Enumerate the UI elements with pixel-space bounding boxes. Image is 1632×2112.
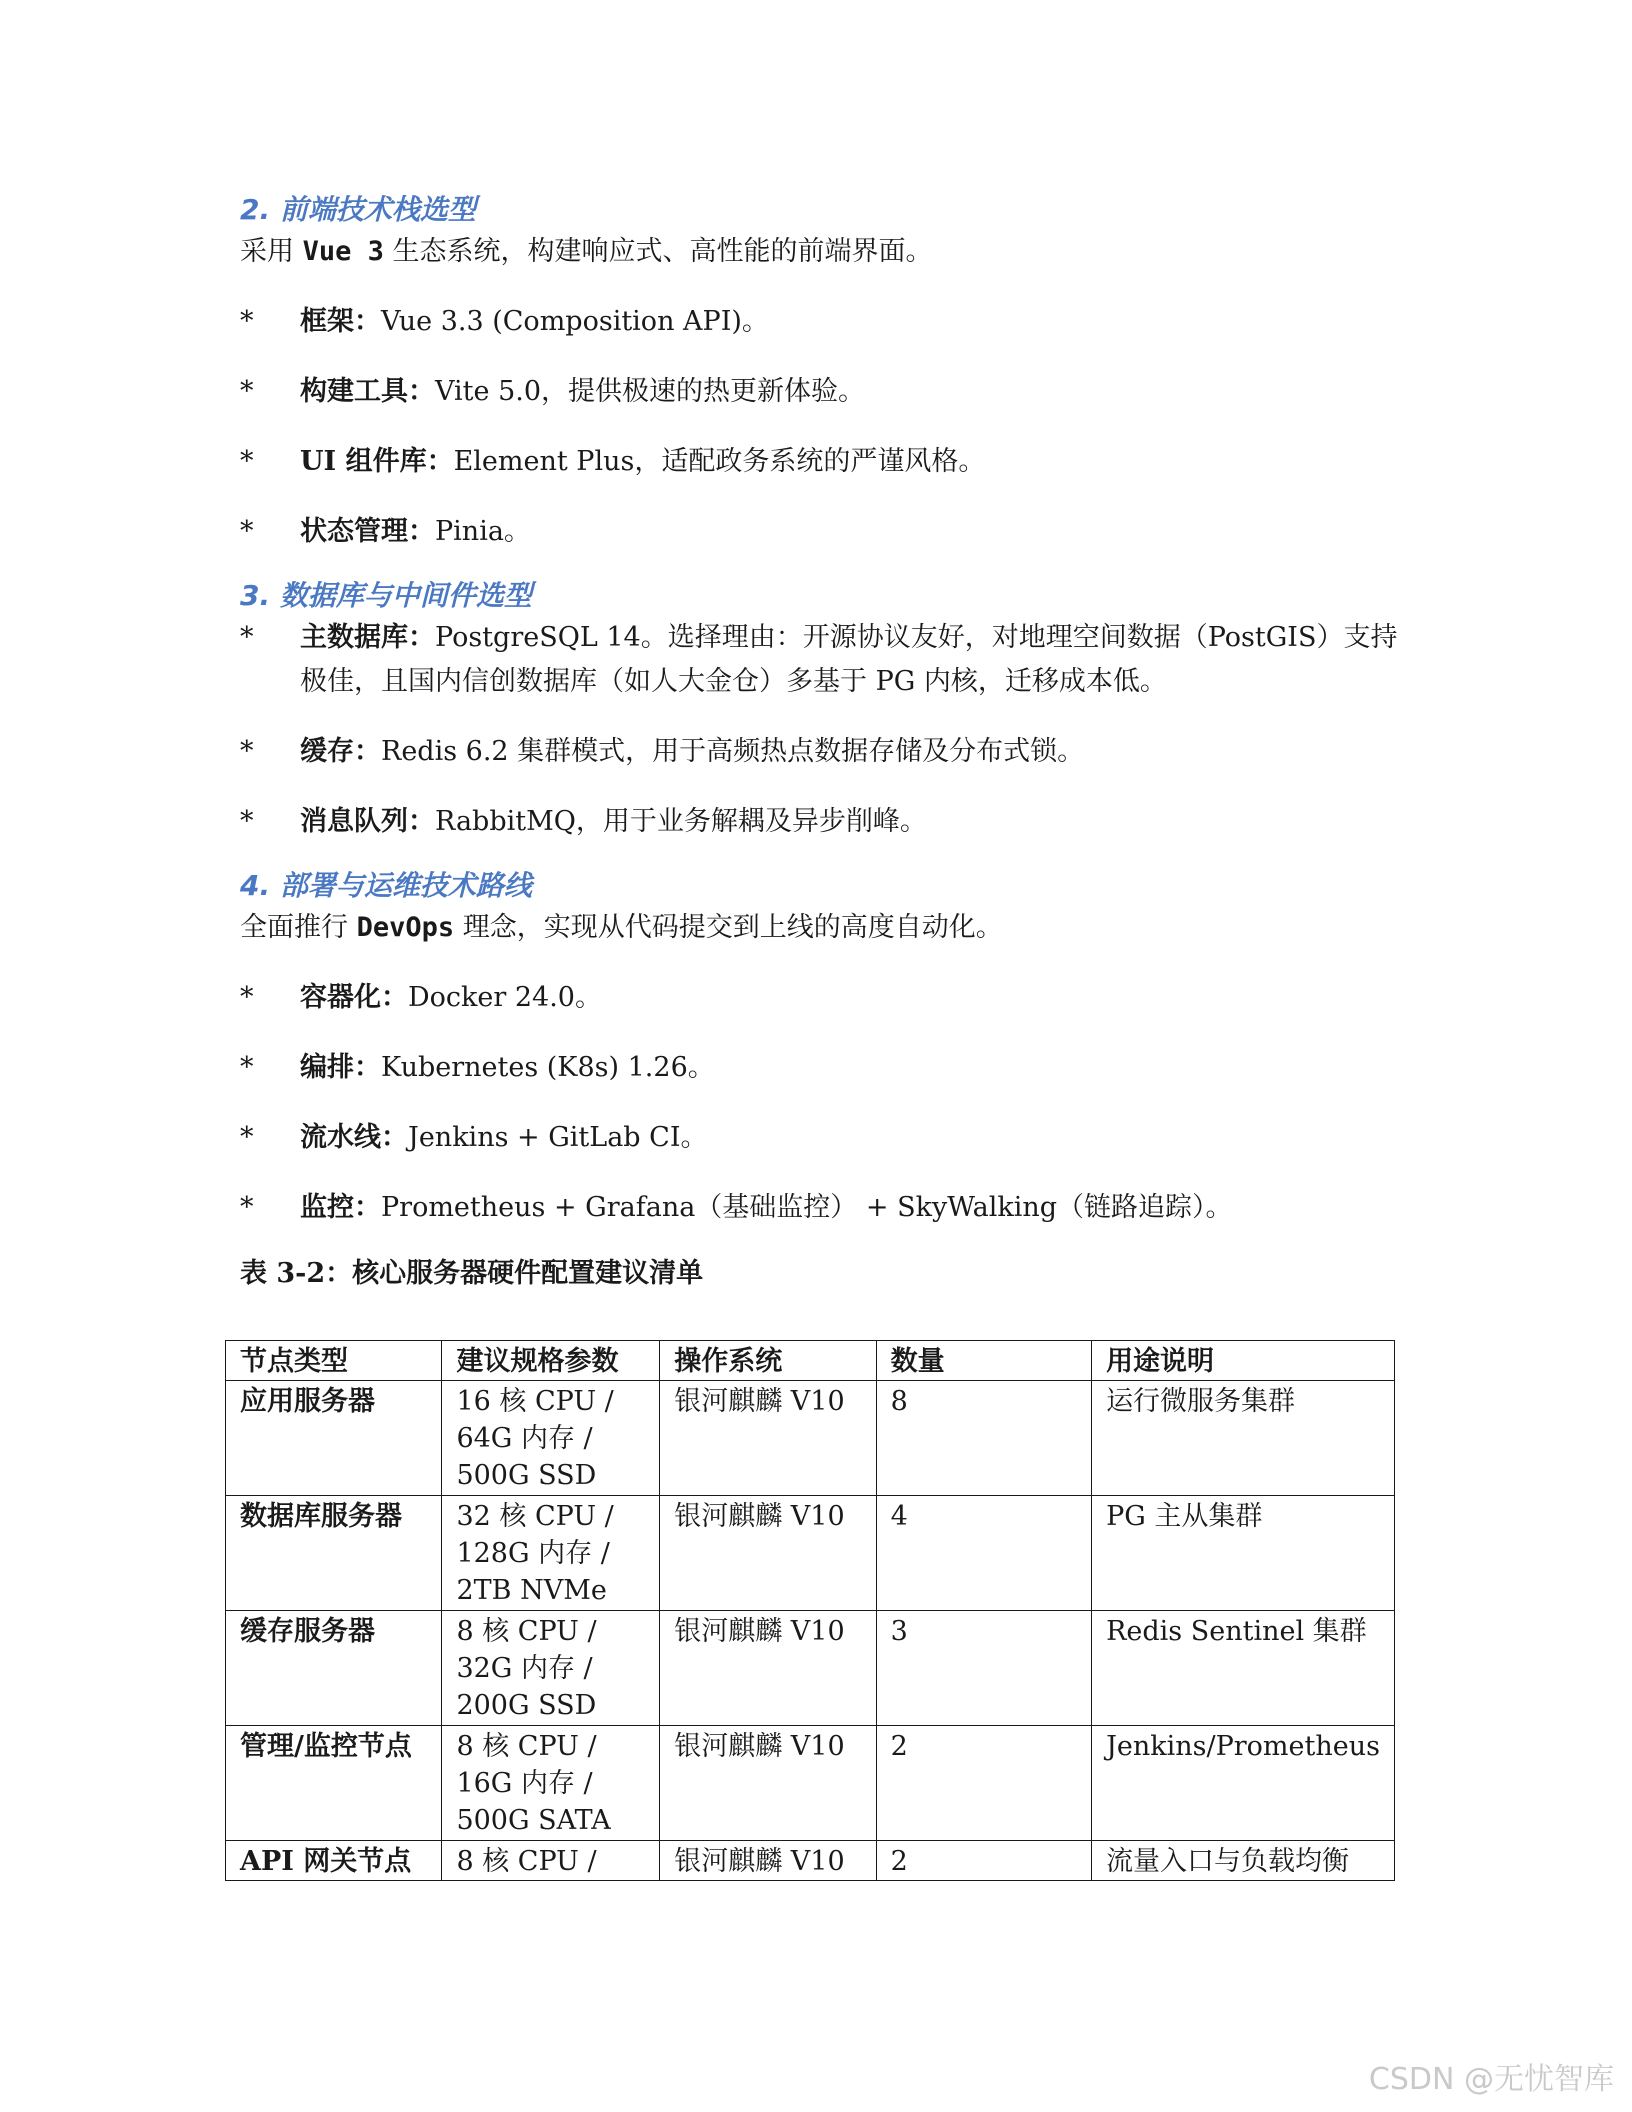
bullet-item (240, 800, 1400, 844)
bullet-item (240, 440, 1400, 484)
bullet-marker: * (240, 806, 254, 837)
section-heading-devops: 4. 部署与运维技术路线 (240, 869, 532, 902)
bullet-marker: * (240, 306, 254, 337)
intro-text: 全面推行 (240, 912, 357, 943)
bullet-label: 消息队列： (300, 806, 435, 837)
section-heading-database: 3. 数据库与中间件选型 (240, 579, 532, 612)
table-cell: 8 核 CPU / 32G 内存 / 200G SSD (442, 1611, 660, 1726)
table-row (226, 1841, 1395, 1881)
bullet-marker: * (240, 446, 254, 477)
bullet-text: Kubernetes (K8s) 1.26。 (381, 1052, 715, 1083)
table-cell: API 网关节点 (226, 1841, 442, 1881)
section-intro-devops (240, 906, 1400, 950)
bullet-label: 流水线： (300, 1122, 408, 1153)
bullet-label: 编排： (300, 1052, 381, 1083)
bullet-item (240, 300, 1400, 344)
table-cell: 缓存服务器 (226, 1611, 442, 1726)
csdn-watermark: CSDN @无忧智库 (1368, 2062, 1614, 2097)
table-cell: Redis Sentinel 集群 (1092, 1611, 1395, 1726)
table-cell: 2 (876, 1841, 1091, 1881)
bullet-marker: * (240, 622, 254, 653)
intro-bold-text: Vue 3 (302, 236, 384, 267)
bullet-item (240, 370, 1400, 414)
table-cell: 银河麒麟 V10 (660, 1611, 876, 1726)
bullet-text: PostgreSQL 14。选择理由：开源协议友好，对地理空间数据（PostGIS）支持极佳，且国内信创数据库（如人大金仓）多基于 PG 内核，迁移成本低。 (300, 622, 1398, 697)
intro-text: 理念，实现从代码提交到上线的高度自动化。 (454, 912, 1003, 943)
table-cell: PG 主从集群 (1092, 1496, 1395, 1611)
table-cell: 8 (876, 1381, 1091, 1496)
table-cell: 流量入口与负载均衡 (1092, 1841, 1395, 1881)
bullet-label: 缓存： (300, 736, 381, 767)
bullet-text: Vite 5.0，提供极速的热更新体验。 (435, 376, 866, 407)
table-cell: 管理/监控节点 (226, 1726, 442, 1841)
table-cell: 4 (876, 1496, 1091, 1611)
bullet-label: 主数据库： (300, 622, 435, 653)
document-body (240, 190, 1400, 1296)
bullet-marker: * (240, 982, 254, 1013)
bullet-marker: * (240, 516, 254, 547)
table-header-cell: 建议规格参数 (442, 1341, 660, 1381)
bullet-text: Redis 6.2 集群模式，用于高频热点数据存储及分布式锁。 (381, 736, 1085, 767)
table-cell: 16 核 CPU / 64G 内存 / 500G SSD (442, 1381, 660, 1496)
table-header-row (226, 1341, 1395, 1381)
bullet-item (240, 1046, 1400, 1090)
bullet-label: 容器化： (300, 982, 408, 1013)
table-cell: 3 (876, 1611, 1091, 1726)
table-header-cell: 数量 (876, 1341, 1091, 1381)
table-row (226, 1496, 1395, 1611)
bullet-item (240, 616, 1400, 704)
table-cell: 32 核 CPU / 128G 内存 / 2TB NVMe (442, 1496, 660, 1611)
bullet-label: UI 组件库： (300, 446, 454, 477)
table-cell: Jenkins/Prometheus (1092, 1726, 1395, 1841)
bullet-item (240, 730, 1400, 774)
bullet-marker: * (240, 376, 254, 407)
bullet-item (240, 510, 1400, 554)
table-cell: 8 核 CPU / (442, 1841, 660, 1881)
bullet-marker: * (240, 1192, 254, 1223)
table-row (226, 1726, 1395, 1841)
section-heading-frontend: 2. 前端技术栈选型 (240, 193, 476, 226)
bullet-text: Docker 24.0。 (408, 982, 602, 1013)
table-cell: 银河麒麟 V10 (660, 1841, 876, 1881)
table-header-cell: 操作系统 (660, 1341, 876, 1381)
table-caption: 表 3-2：核心服务器硬件配置建议清单 (240, 1258, 704, 1289)
bullet-item (240, 1116, 1400, 1160)
table-cell: 银河麒麟 V10 (660, 1496, 876, 1611)
table-header-cell: 节点类型 (226, 1341, 442, 1381)
intro-text: 生态系统，构建响应式、高性能的前端界面。 (383, 236, 933, 267)
bullet-label: 框架： (300, 306, 381, 337)
section-intro-frontend (240, 230, 1400, 274)
bullet-text: Vue 3.3 (Composition API)。 (381, 306, 769, 337)
bullet-text: Prometheus + Grafana（基础监控） + SkyWalking（链路追踪）。 (381, 1192, 1233, 1223)
bullet-text: RabbitMQ，用于业务解耦及异步削峰。 (435, 806, 927, 837)
table-cell: 2 (876, 1726, 1091, 1841)
bullet-text: Element Plus，适配政务系统的严谨风格。 (453, 446, 986, 477)
bullet-marker: * (240, 736, 254, 767)
bullet-item (240, 1186, 1400, 1230)
table-cell: 数据库服务器 (226, 1496, 442, 1611)
server-config-table (225, 1340, 1395, 1881)
table-row (226, 1381, 1395, 1496)
table-cell: 8 核 CPU / 16G 内存 / 500G SATA (442, 1726, 660, 1841)
bullet-label: 构建工具： (300, 376, 435, 407)
table-row (226, 1611, 1395, 1726)
table-cell: 应用服务器 (226, 1381, 442, 1496)
bullet-text: Pinia。 (435, 516, 531, 547)
table-cell: 运行微服务集群 (1092, 1381, 1395, 1496)
bullet-label: 状态管理： (300, 516, 435, 547)
bullet-item (240, 976, 1400, 1020)
bullet-label: 监控： (300, 1192, 381, 1223)
bullet-marker: * (240, 1052, 254, 1083)
table-cell: 银河麒麟 V10 (660, 1381, 876, 1496)
table-header-cell: 用途说明 (1092, 1341, 1395, 1381)
intro-bold-text: DevOps (356, 912, 455, 943)
intro-text: 采用 (240, 236, 303, 267)
bullet-marker: * (240, 1122, 254, 1153)
table-cell: 银河麒麟 V10 (660, 1726, 876, 1841)
bullet-text: Jenkins + GitLab CI。 (408, 1122, 708, 1153)
